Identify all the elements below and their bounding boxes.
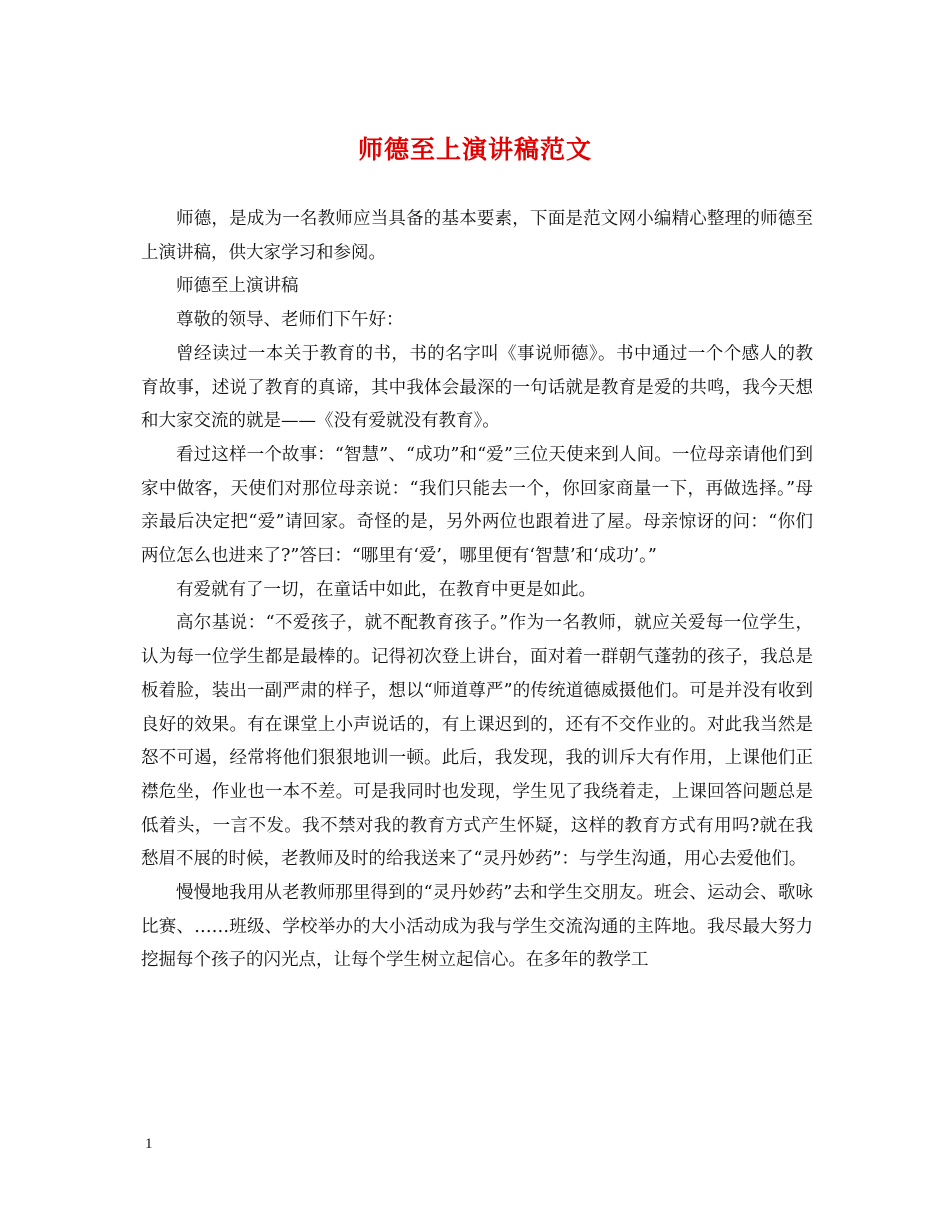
paragraph-friends: 慢慢地我用从老教师那里得到的“灵丹妙药”去和学生交朋友。班会、运动会、歌咏比赛、……班级、学校举办的大小活动成为我与学生交流沟通的主阵地。我尽最大努力挖掘每个孩子的闪光点，让每个学生树立起信心。在多年的教学工 [141, 883, 813, 971]
paragraph-gorky: 高尔基说：“不爱孩子，就不配教育孩子。”作为一名教师，就应关爱每一位学生，认为每一位学生都是最棒的。记得初次登上讲台，面对着一群朝气蓬勃的孩子，我总是板着脸，装出一副严肃的样子，想以“师道尊严”的传统道德威摄他们。可是并没有收到良好的效果。有在课堂上小声说话的，有上课迟到的，还有不交作业的。对此我当然是怒不可遏，经常将他们狠狠地训一顿。此后，我发现，我的训斥大有作用，上课他们正襟危坐，作业也一本不差。可是我同时也发现，学生见了我绕着走，上课回答问题总是低着头，一言不发。我不禁对我的教育方式产生怀疑，这样的教育方式有用吗?就在我愁眉不展的时候，老教师及时的给我送来了“灵丹妙药”：与学生沟通，用心去爱他们。 [141, 613, 813, 870]
document-title: 师德至上演讲稿范文 [357, 135, 592, 164]
paragraph-greeting: 尊敬的领导、老师们下午好： [176, 310, 404, 331]
page-number: 1 [145, 1136, 153, 1152]
document-body [141, 203, 813, 978]
paragraph-book: 曾经读过一本关于教育的书，书的名字叫《事说师德》。书中通过一个个感人的教育故事，述说了教育的真谛，其中我体会最深的一句话就是教育是爱的共鸣，我今天想和大家交流的就是——《没有爱就没有教育》。 [141, 343, 813, 432]
paragraph-story: 看过这样一个故事：“智慧”、“成功”和“爱”三位天使来到人间。一位母亲请他们到家中做客，天使们对那位母亲说：“我们只能去一个，你回家商量一下，再做选择。”母亲最后决定把“爱”请回家。奇怪的是，另外两位也跟着进了屋。母亲惊讶的问：“你们两位怎么也进来了?”答曰：“哪里有‘爱’，哪里便有‘智慧’和‘成功’。” [141, 444, 813, 567]
paragraph-subtitle: 师德至上演讲稿 [176, 276, 299, 297]
paragraph-summary: 有爱就有了一切，在童话中如此，在教育中更是如此。 [176, 579, 596, 600]
paragraph-intro: 师德，是成为一名教师应当具备的基本要素，下面是范文网小编精心整理的师德至上演讲稿，供大家学习和参阅。 [141, 209, 813, 263]
